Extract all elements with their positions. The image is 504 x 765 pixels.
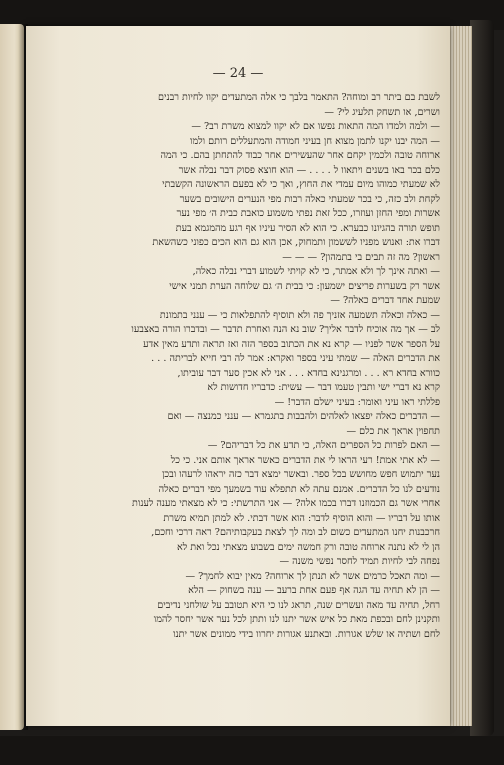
text-line: — האם לפרות כל הספרים האלה, כי תדע את כל דבריהם? — [207, 440, 440, 451]
text-line: — לא אתי אמת! רעי הראו לי את הדברים כאשר אראך אותם אני. כי כל [170, 454, 440, 466]
text-line: — המה יבנו יקנו לתמן מצוא חן בעיני חמודה והמתעללים רותם ולמו [190, 135, 440, 147]
text-line: — הן לא תחיה עד הגה אף פעם אחת ברעב — ענה בשחוק — הלא [188, 585, 440, 596]
text-line: תופש תורה בהגיונו כבערא. כי הוא לא הסיר עיניו אף רגע מהמגמא בעת [175, 222, 440, 234]
text-line: ראשון? מה זה תבים בי בתמהון? — — — [282, 251, 440, 263]
text-line: כוורא בחדא רא . . . ומרגנינא בחדא . . . אני לא אכין סער דבר עוביתו, [177, 367, 440, 379]
text-line: תחפוין אראך את כלם — [346, 425, 440, 437]
text-line: פללתי ראו עיני ואומר: בעיני ישלם הדבר! — [274, 396, 440, 408]
text-line: ארוחה טובה ולכמין יקחם אחר שהעשירים אחר כבוד להתחתן בהם. כי המה [160, 150, 440, 161]
page-number: — 24 — [212, 66, 264, 81]
text-line: שמעת אחד דברים כאלה? — [330, 295, 440, 306]
text-line: לקחת ולב כזה, כי בכר שמעתי כאלה רבות מפי הנערים הישובים בשער [179, 193, 440, 205]
text-line: על הספר אשר לפניו — קרא נא את הכתוב בספר הזה ואז תראה ותדע מאין אדע [143, 338, 440, 350]
text-line: אותו על דבריו — והוא הוסיף לדבר: הוא אשר דבתי. לא למתן תמיא משרת [163, 512, 440, 524]
text-line: קרא נא דברי ישי ותבין טעמו דבר — עשית: כדבריו חדושות לא [207, 382, 440, 393]
text-line: נודעים לנו כל הדברים. אמנם עתה לא תתפלא עוד בשמעך מפי דברים כאלה [158, 483, 440, 495]
text-line: אשרות ומפי החזן ועוזרו, ככל זאת נפתי משמוע כואבת כבית ה׳ מפי נער [176, 208, 440, 219]
page-stack-edges [448, 26, 472, 726]
text-line: נפחה לבי לחיות תמיד לחסר נפשי משנה — [279, 556, 440, 567]
text-line: נער יתמוש חפש מחושש בכל ספר. ובאשר ימצא דבר כזה יראהו לרעהו ובכן [161, 469, 440, 480]
text-line: — ולמה ולמדו המה התאות נפשו אם לא יקוו למצוא משרת רב? — [191, 121, 440, 132]
text-line: כלם בכר באו בשנים ויתאוו ל . . . . — הוא חוצא פסוק דבר נבלה אשר [178, 164, 440, 176]
text-line: ותקנינן לחם ובכפת מאת כל איש אשר יתנו לנו ותתן לכל נער אשר יחסר להמו [153, 614, 440, 625]
text-line: ושרים, או תשחק תלעיג לי? — [324, 106, 440, 118]
text-line: לחם ושתיה או שלש אגורות. ובאתנע אגורות יחרוו בידי ממונים אשר יתנו [173, 628, 440, 640]
text-line: דברו את: ואנוש מפניו לששמון ותמחוק, אכן הוא גם הוא הכים כפוני כשהשאת [152, 237, 440, 248]
text-line: — הדברים כאלה יפצאו לאלהים ולהבבות בתגמרא — ענני כמנצה — ואם [167, 411, 440, 422]
text-line: רחל, תחיה עד מאה ועשרים שנה, תראג לנו כי היא תטובב על שולחני נדיבים [157, 599, 440, 611]
text-line: — כאלה וכאלה תשמעה אזניך פה ולא תוסיף להתפלאות כי — ענני בתמונת [159, 309, 440, 321]
book-cover-edge [470, 20, 494, 736]
text-line: את הדברים האלה — שמתי עיני בספר ואקרא: אמר לה רבי חייא לבריתה . . . [151, 353, 440, 364]
text-line: הן לי לא נתנה ארוחה טובה ורק חמשה ימים בשבוע מצאתי נכל ואת לא [176, 541, 440, 553]
text-line: חרכבנות יחנו המתעדים כשום לב ומה לך לצאת בעקבותיהם? ראה דרכי וחכם, [151, 527, 440, 538]
text-line: לשבת בם ביתר רב ומוחה? התאמר בלבך כי אלה המתעדים יקוו לחיות רבנים [158, 92, 440, 103]
text-line: — ואתה אינך לך ולא אמתר, כי לא קויתי לשמוע דברי נבלה כאלה, [192, 266, 440, 277]
book-page [26, 26, 450, 726]
text-line: אחרי אשר גם הכמוזנו דברו בכמו אלה? — אני התרשתי: כי לא מצאתי מענה לענות [132, 498, 440, 509]
text-line: אשר רק בשערות פריצים ישמעון: כי בבית ה׳ גם שלוחה הערת תמני אישי [169, 280, 440, 292]
text-line: — ומה תאכל כרמים אשר לא תנתן לך ארוחה? מאין יבוא לחמך? — [185, 570, 440, 582]
text-line: לא שמעתי כמוהו מיום עמדי את החוץ, ואך כי לא בפעם הראשונה הקשבתי [162, 179, 440, 190]
page-text [66, 91, 440, 642]
background-bottom [0, 736, 504, 765]
text-line: לב — אך מה אוכיח לדבר אליך? שוב נא הנה ואחרת תדבר — ובדברו הורה באצבעו [131, 324, 440, 335]
